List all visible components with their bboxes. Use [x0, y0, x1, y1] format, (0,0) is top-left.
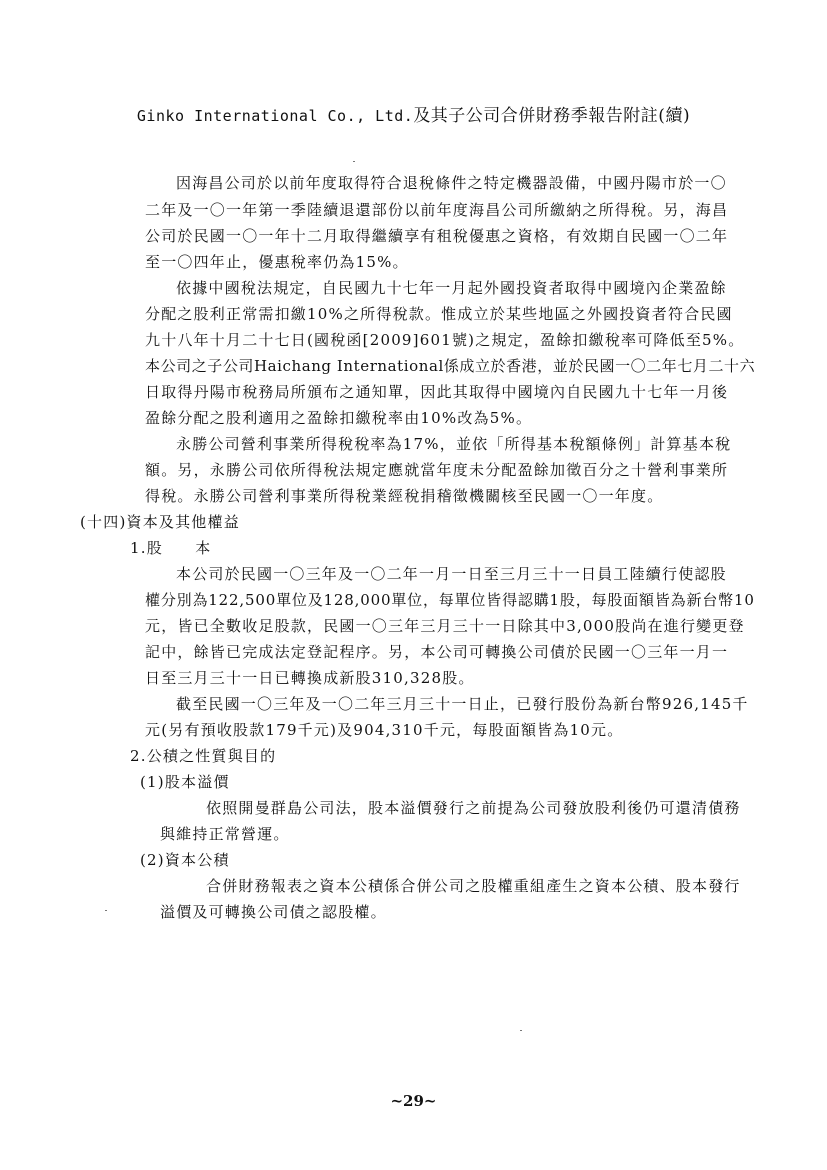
text-line: 九十八年十月二十七日(國稅函[2009]601號)之規定，盈餘扣繳稅率可降低至5%。 [145, 331, 745, 349]
text-line: 因海昌公司於以前年度取得符合退稅條件之特定機器設備，中國丹陽市於一〇 [176, 174, 727, 192]
scan-speck [520, 1030, 522, 1031]
text-line: 得稅。永勝公司營利事業所得稅業經稅捐稽徵機關核至民國一〇一年度。 [145, 487, 664, 505]
text-line: 元，皆已全數收足股款，民國一〇三年三月三十一日除其中3,000股尚在進行變更登 [145, 617, 745, 635]
text-line: 至一〇四年止，優惠稅率仍為15%。 [145, 253, 409, 271]
company-name-en: Ginko International Co., Ltd. [136, 107, 414, 125]
scan-speck [353, 161, 355, 162]
text-line: 日取得丹陽市稅務局所頒布之通知單，因此其取得中國境內自民國九十七年一月後 [145, 383, 729, 401]
text-line: 截至民國一〇三年及一〇二年三月三十一日止，已發行股份為新台幣926,145千 [176, 695, 749, 713]
text-line: 溢價及可轉換公司債之認股權。 [160, 903, 387, 921]
text-line: 記中，餘皆已完成法定登記程序。另，本公司可轉換公司債於民國一〇三年一月一 [145, 643, 729, 661]
text-line: 分配之股利正常需扣繳10%之所得稅款。惟成立於某些地區之外國投資者符合民國 [145, 305, 733, 323]
text-line: 額。另，永勝公司依所得稅法規定應就當年度未分配盈餘加徵百分之十營利事業所 [145, 461, 729, 479]
text-line: 盈餘分配之股利適用之盈餘扣繳稅率由10%改為5%。 [145, 409, 533, 427]
report-title: 及其子公司合併財務季報告附註(續) [413, 106, 691, 126]
text-line: 本公司之子公司Haichang International係成立於香港，並於民國一〇二年七月二十六 [145, 357, 756, 375]
text-line: 二年及一〇一年第一季陸續退還部份以前年度海昌公司所繳納之所得稅。另，海昌 [145, 201, 729, 219]
text-line: 與維持正常營運。 [160, 825, 290, 843]
text-line: 依照開曼群島公司法，股本溢價發行之前提為公司發放股利後仍可還清債務 [206, 799, 741, 817]
text-line: 本公司於民國一〇三年及一〇二年一月一日至三月三十一日員工陸續行使認股 [176, 565, 727, 583]
scan-speck [105, 910, 107, 911]
text-line: 永勝公司營利事業所得稅稅率為17%，並依「所得基本稅額條例」計算基本稅 [176, 435, 732, 453]
subsection-heading: 1.股 本 [130, 539, 212, 557]
text-line: 公司於民國一〇一年十二月取得繼續享有租稅優惠之資格，有效期自民國一〇二年 [145, 227, 729, 245]
item-heading: (1)股本溢價 [140, 773, 230, 791]
item-heading: (2)資本公積 [140, 851, 230, 869]
text-line: 合併財務報表之資本公積係合併公司之股權重組產生之資本公積、股本發行 [206, 877, 741, 895]
subsection-heading: 2.公積之性質與目的 [130, 747, 277, 765]
section-heading: (十四)資本及其他權益 [80, 513, 240, 531]
text-line: 元(另有預收股款179千元)及904,310千元，每股面額皆為10元。 [145, 721, 624, 739]
text-line: 日至三月三十一日已轉換成新股310,328股。 [145, 669, 475, 687]
page-number: ~29~ [390, 1092, 437, 1110]
text-line: 依據中國稅法規定，自民國九十七年一月起外國投資者取得中國境內企業盈餘 [176, 279, 727, 297]
text-line: 權分別為122,500單位及128,000單位，每單位皆得認購1股，每股面額皆為新台幣10 [145, 591, 755, 609]
page-header [0, 101, 827, 126]
